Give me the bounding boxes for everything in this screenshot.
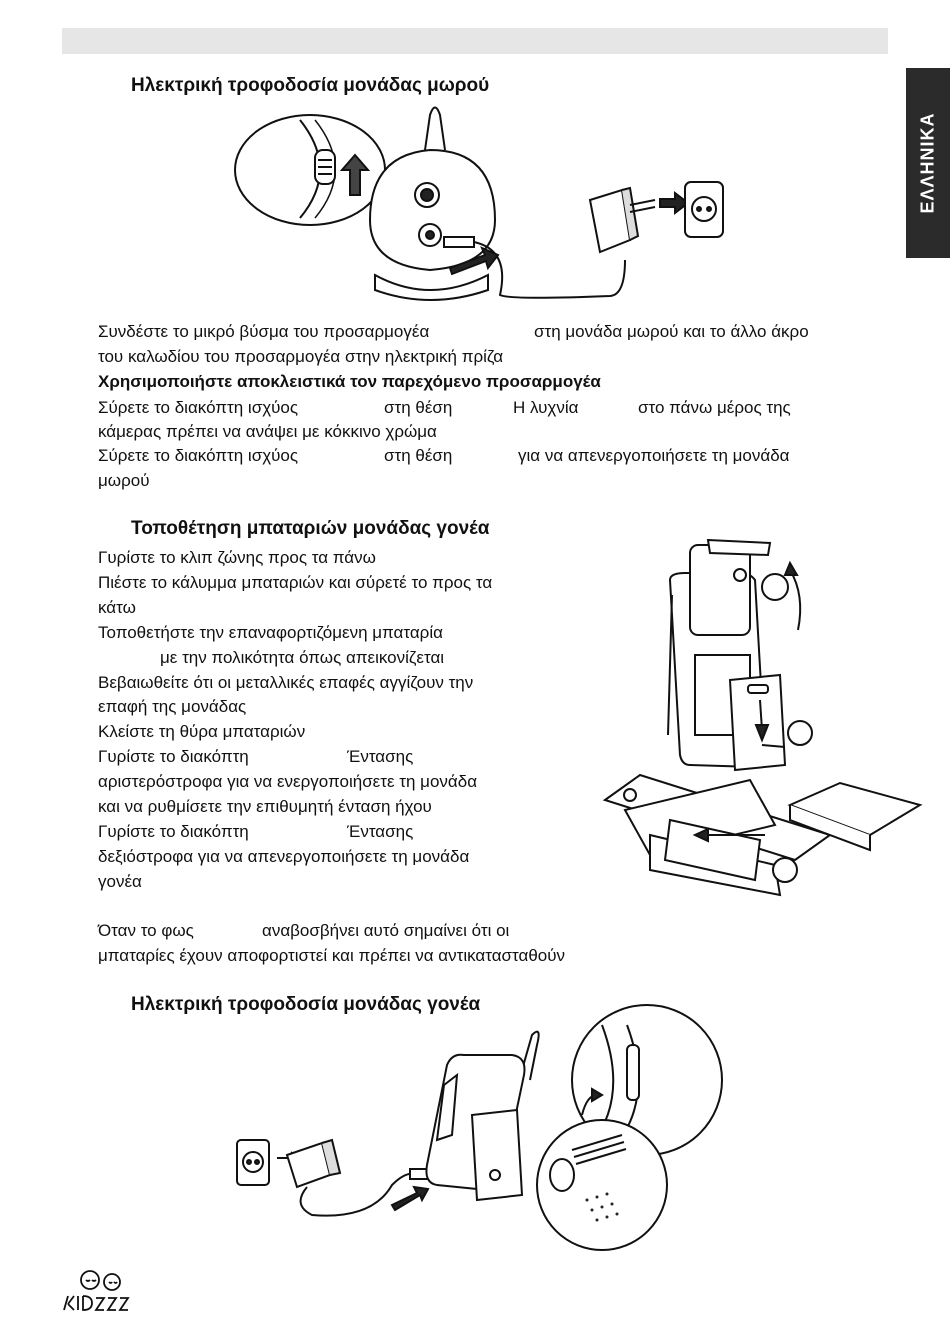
s2-line-11: αριστερόστροφα για να ενεργοποιήσετε τη μονάδα xyxy=(98,772,478,791)
s2-line-9: Γυρίστε το διακόπτη xyxy=(98,747,249,766)
section1-heading: Ηλεκτρική τροφοδοσία μονάδας μωρού xyxy=(131,75,490,96)
s2-line-3: κάτω xyxy=(98,598,136,617)
language-tab xyxy=(906,68,950,258)
s2-line-2: Πιέστε το κάλυμμα μπαταριών και σύρετέ το προς τα xyxy=(98,573,493,592)
s1-line-10: Σύρετε το διακόπτη ισχύος xyxy=(98,446,299,465)
s2-line-1: Γυρίστε το κλιπ ζώνης προς τα πάνω xyxy=(98,548,376,567)
s2-line-5: με την πολικότητα όπως απεικονίζεται xyxy=(160,648,445,667)
s1-line-11: στη θέση xyxy=(384,446,453,465)
s1-line-7: Η λυχνία xyxy=(513,398,579,417)
s2-line-12: και να ρυθμίσετε την επιθυμητή ένταση ήχου xyxy=(98,797,432,816)
kidzzz-logo xyxy=(62,1266,142,1314)
s1-line-8: στο πάνω μέρος της xyxy=(638,398,791,417)
s1-line-12: για να απενεργοποιήσετε τη μονάδα xyxy=(518,446,790,465)
s2-line-7: επαφή της μονάδας xyxy=(98,697,247,716)
section3-heading: Ηλεκτρική τροφοδοσία μονάδας γονέα xyxy=(131,994,481,1015)
s1-line-4: Χρησιμοποιήστε αποκλειστικά τον παρεχόμενο προσαρμογέα xyxy=(98,372,601,391)
header-bar xyxy=(62,28,888,54)
s1-line-9: κάμερας πρέπει να ανάψει με κόκκινο χρώμα xyxy=(98,422,437,441)
s1-line-1: Συνδέστε το μικρό βύσμα του προσαρμογέα xyxy=(98,322,430,341)
s2-line-18: αναβοσβήνει αυτό σημαίνει ότι οι xyxy=(262,921,510,940)
s1-line-2: στη μονάδα μωρού και το άλλο άκρο xyxy=(534,322,809,341)
s2-line-14: Έντασης xyxy=(347,822,414,841)
s1-line-5: Σύρετε το διακόπτη ισχύος xyxy=(98,398,299,417)
baby-unit-power-illustration xyxy=(230,100,740,310)
s2-line-19: μπαταρίες έχουν αποφορτιστεί και πρέπει να αντικατασταθούν xyxy=(98,946,566,965)
s1-line-3: του καλωδίου του προσαρμογέα στην ηλεκτρική πρίζα xyxy=(98,347,504,366)
s2-line-8: Κλείστε τη θύρα μπαταριών xyxy=(98,722,306,741)
s2-line-13: Γυρίστε το διακόπτη xyxy=(98,822,249,841)
parent-unit-power-illustration xyxy=(232,1025,722,1235)
language-tab-label: ΕΛΛΗΝΙΚΑ xyxy=(917,112,938,214)
s2-line-15: δεξιόστροφα για να απενεργοποιήσετε τη μονάδα xyxy=(98,847,470,866)
s2-line-17: Όταν το φως xyxy=(98,921,194,940)
s2-line-10: Έντασης xyxy=(347,747,414,766)
s2-line-6: Βεβαιωθείτε ότι οι μεταλλικές επαφές αγγίζουν την xyxy=(98,673,474,692)
parent-unit-battery-illustration xyxy=(590,535,950,925)
s2-line-16: γονέα xyxy=(98,872,142,891)
s1-line-13: μωρού xyxy=(98,471,150,490)
section2-heading: Τοποθέτηση μπαταριών μονάδας γονέα xyxy=(131,518,490,539)
s2-line-4: Τοποθετήστε την επαναφορτιζόμενη μπαταρία xyxy=(98,623,443,642)
s1-line-6: στη θέση xyxy=(384,398,453,417)
